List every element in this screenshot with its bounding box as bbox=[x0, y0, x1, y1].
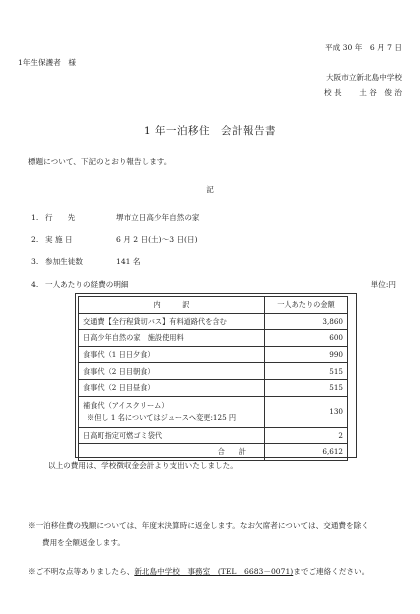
row-amount: 130 bbox=[265, 396, 348, 427]
row-item: 交通費【全行程貸切バス】有料道路代を含む bbox=[79, 313, 265, 330]
table-row bbox=[79, 313, 348, 330]
item-label: 参加生徒数 bbox=[45, 257, 83, 266]
row-amount: 515 bbox=[265, 363, 348, 380]
row-item: 食事代（1 日日夕食） bbox=[79, 346, 265, 363]
contact-note bbox=[28, 568, 369, 576]
row-amount: 600 bbox=[265, 330, 348, 347]
table-row bbox=[79, 363, 348, 380]
intro-text: 標題について、下記のとおり報告します。 bbox=[28, 157, 172, 166]
item-label: 一人あたりの経費の明細 bbox=[45, 280, 129, 289]
item-number: 3. bbox=[31, 257, 39, 266]
school-name: 大阪市立新北島中学校 bbox=[326, 73, 402, 82]
contact-note-suffix: までご連絡ください。 bbox=[293, 567, 370, 576]
document-date: 平成 30 年 6 月 7 日 bbox=[325, 43, 402, 52]
row-item-note: ※但し 1 名についてはジュースへ変更:125 円 bbox=[87, 412, 237, 422]
closing-text: 以上の費用は、学校徴収金会計より支出いたしました。 bbox=[48, 461, 238, 470]
principal-name: 校 長 土 谷 俊 治 bbox=[324, 88, 402, 97]
refund-note-line1: ※一泊移住費の残額については、年度末決算時に返金します。なお欠席者については、交通費を除く bbox=[28, 521, 369, 530]
ki-heading: 記 bbox=[206, 185, 214, 194]
row-item: 食事代（2 日目昼食） bbox=[79, 379, 265, 396]
document-title: 1 年一泊移住 会計報告書 bbox=[143, 125, 277, 137]
refund-note-line2: 費用を全額返金します。 bbox=[42, 538, 125, 547]
item-value: 6 月 2 日(土)～3 日(日) bbox=[116, 235, 198, 244]
item-value: 141 名 bbox=[116, 257, 141, 266]
row-item: 補食代（アイスクリーム） bbox=[83, 401, 169, 411]
table-header-row bbox=[79, 297, 348, 314]
item-number: 1. bbox=[31, 213, 39, 222]
row-amount: 2 bbox=[265, 427, 348, 444]
unit-label: 単位:円 bbox=[370, 280, 396, 289]
contact-info: 新北島中学校 事務室 (TEL 6683－0071) bbox=[134, 567, 294, 576]
total-row bbox=[79, 444, 348, 461]
total-label: 合計 bbox=[79, 444, 265, 461]
row-item-cell bbox=[79, 396, 265, 427]
row-item: 日高町指定可燃ゴミ袋代 bbox=[79, 427, 265, 444]
row-item: 日高少年自然の家 施設使用料 bbox=[79, 330, 265, 347]
row-amount: 3,860 bbox=[265, 313, 348, 330]
table-row bbox=[79, 379, 348, 396]
table-row bbox=[79, 330, 348, 347]
contact-note-prefix: ※ご不明な点等ありましたら、 bbox=[28, 567, 135, 576]
table-row bbox=[79, 346, 348, 363]
item-number: 4. bbox=[31, 280, 39, 289]
cost-table bbox=[78, 296, 348, 461]
item-label: 行 先 bbox=[45, 213, 76, 222]
header-item: 内 訳 bbox=[79, 297, 265, 314]
recipient: 1年生保護者 様 bbox=[18, 58, 76, 67]
row-item: 食事代（2 日目朝食） bbox=[79, 363, 265, 380]
table-row bbox=[79, 427, 348, 444]
table-row bbox=[79, 396, 348, 427]
item-label: 実 施 日 bbox=[45, 235, 73, 244]
row-amount: 990 bbox=[265, 346, 348, 363]
row-amount: 515 bbox=[265, 379, 348, 396]
item-number: 2. bbox=[31, 235, 39, 244]
total-amount: 6,612 bbox=[265, 444, 348, 461]
item-value: 堺市立日高少年自然の家 bbox=[116, 213, 200, 222]
header-amount: 一人あたりの金額 bbox=[265, 297, 348, 314]
